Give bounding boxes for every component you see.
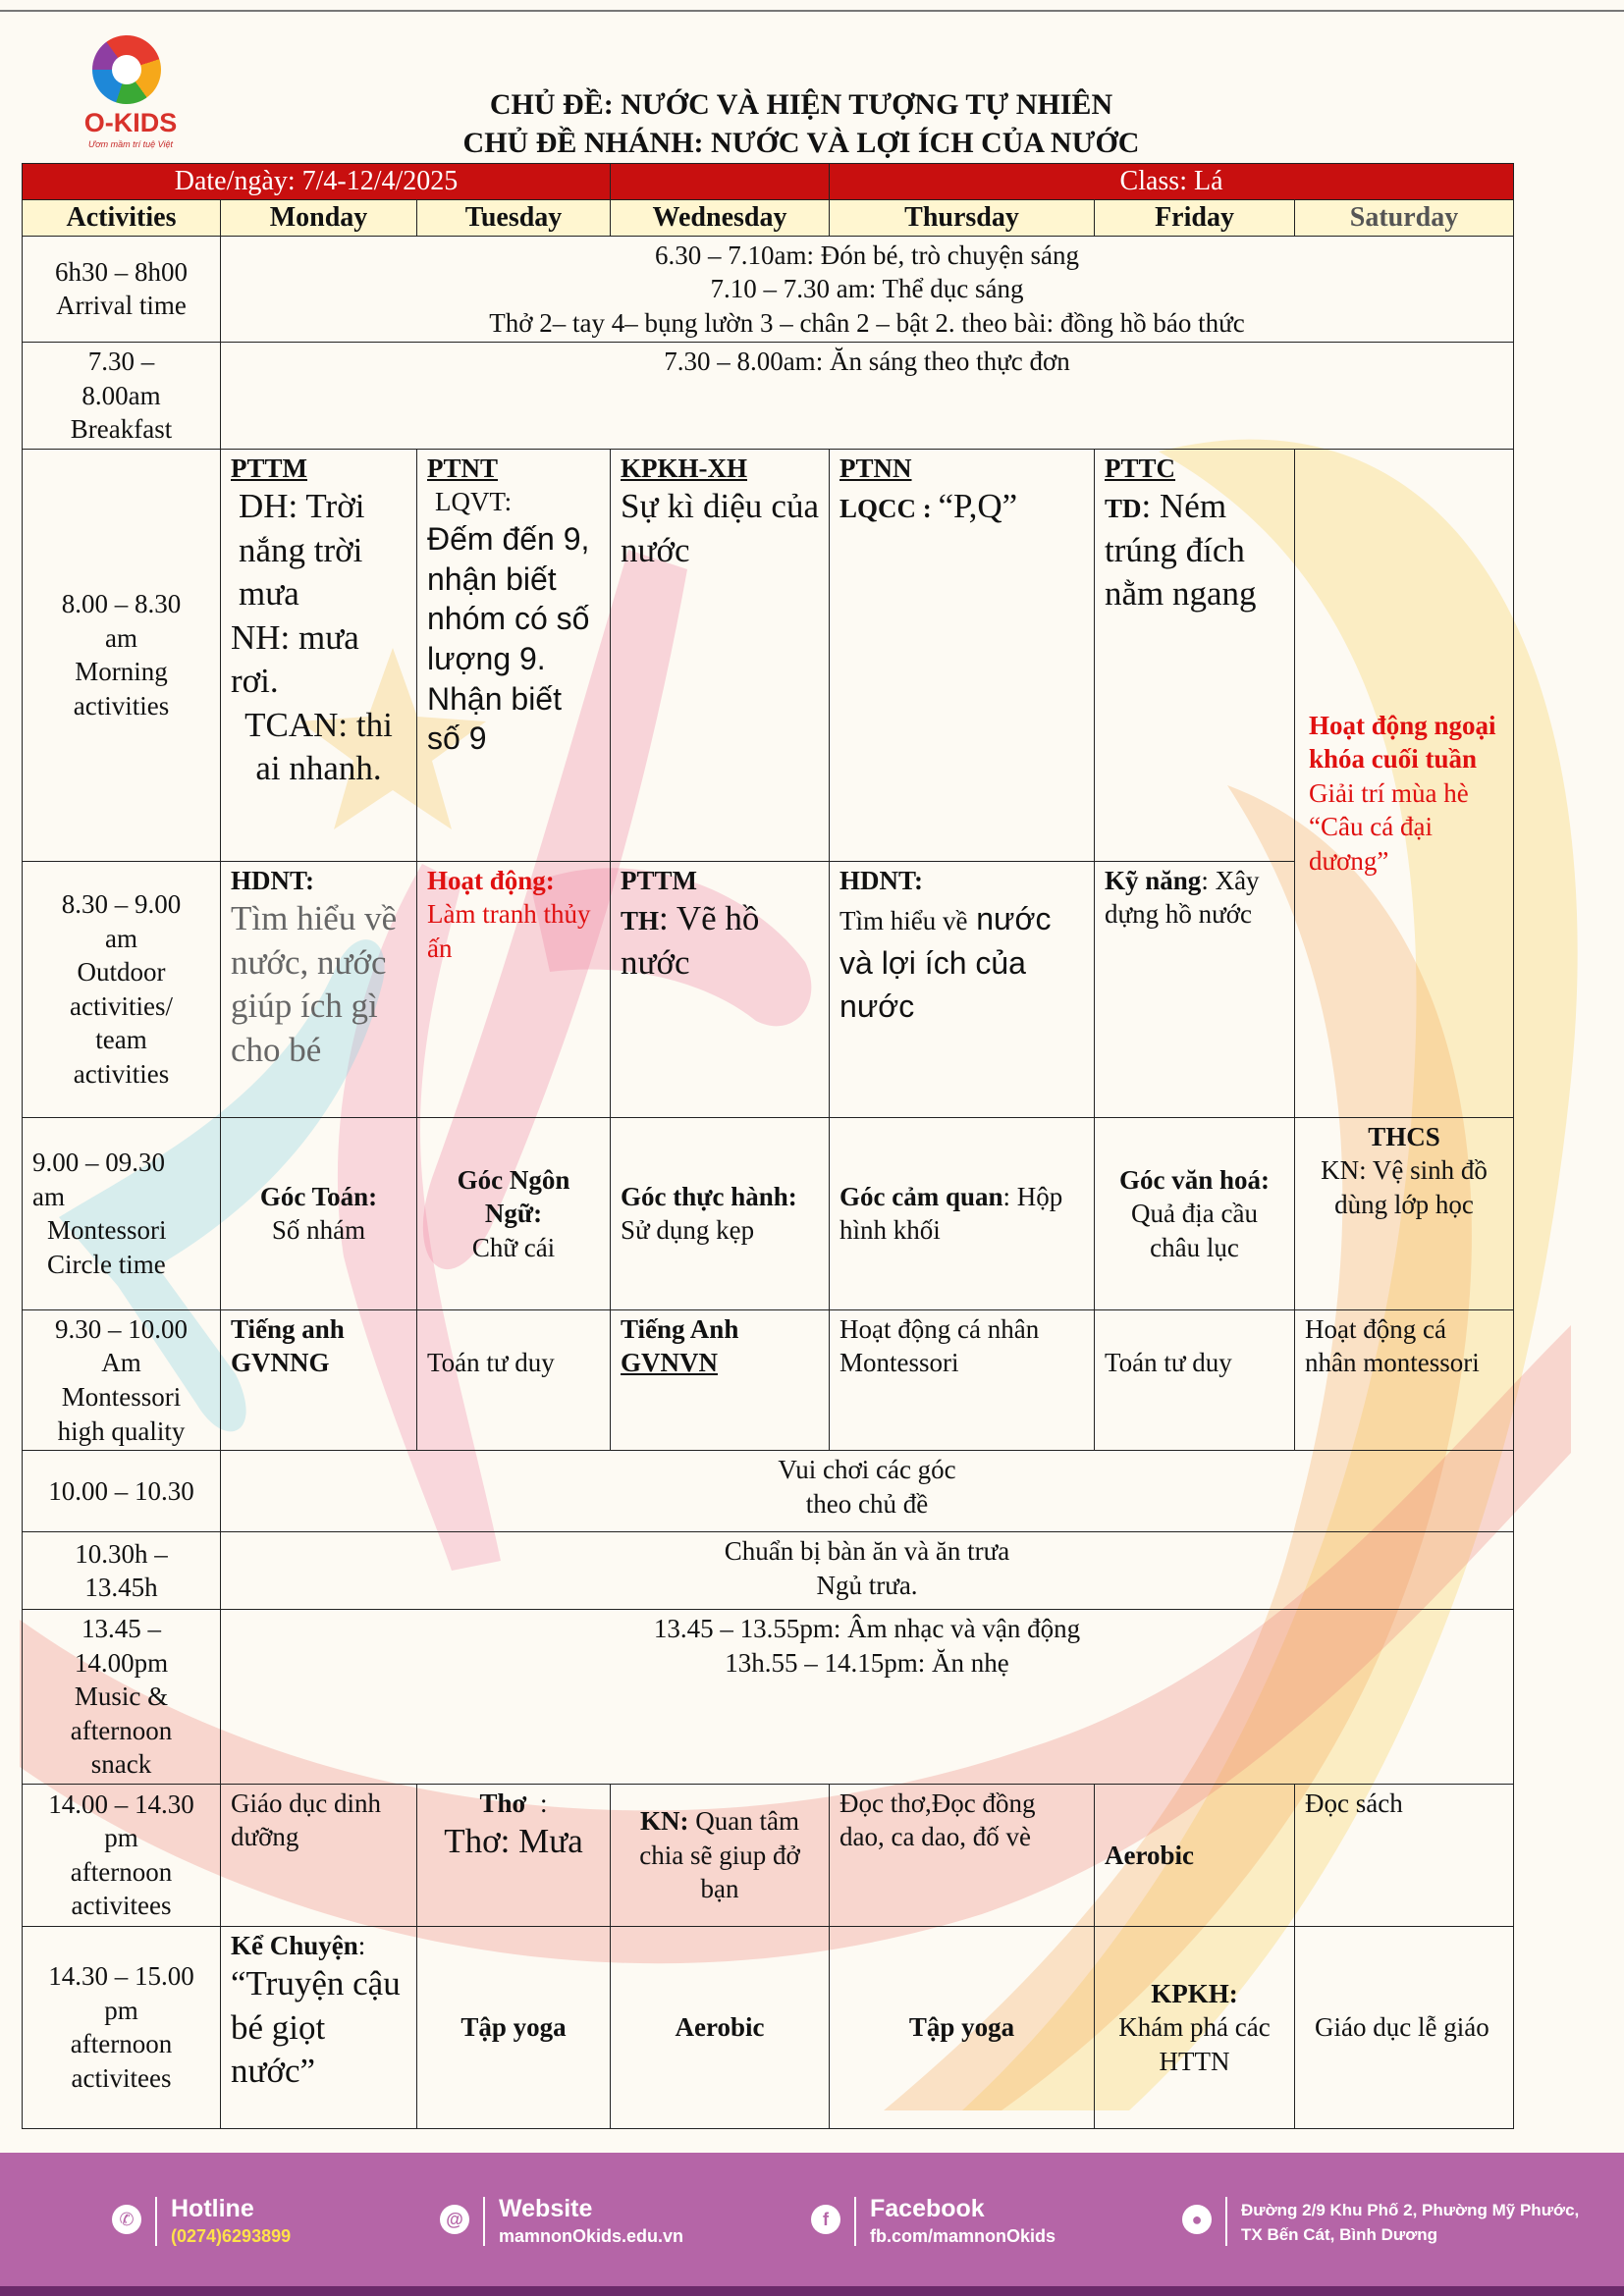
saturday-extracurricular: Hoạt động ngoại khóa cuối tuần Giải trí mùa hè “Câu cá đại dương” [1295,449,1514,1117]
pm2-saturday: Giáo dục lễ giáo [1295,1926,1514,2128]
afternoon-row-1 [23,1784,1514,1926]
time-cell: 8.00 – 8.30 am Morning activities [23,449,221,861]
circle-time-row [23,1117,1514,1309]
time-cell: 9.30 – 10.00 Am Montessori high quality [23,1309,221,1450]
quality-saturday: Hoạt động cá nhân montessori [1295,1309,1514,1450]
col-header-wednesday: Wednesday [611,199,830,236]
time-cell: 10.30h – 13.45h [23,1532,221,1610]
circle-thursday: Góc cảm quan: Hộp hình khối [830,1117,1095,1309]
quality-monday: Tiếng anh GVNNG [221,1309,417,1450]
time-cell: 14.00 – 14.30 pm afternoon activitees [23,1784,221,1926]
pm1-saturday: Đọc sách [1295,1784,1514,1926]
circle-tuesday: Góc Ngôn Ngữ: Chữ cái [417,1117,611,1309]
col-header-friday: Friday [1095,199,1295,236]
corners-row [23,1451,1514,1532]
arrival-row [23,236,1514,343]
afternoon-row-2 [23,1926,1514,2128]
time-cell: 14.30 – 15.00 pm afternoon activitees [23,1926,221,2128]
facebook-icon: f [811,2205,840,2234]
outdoor-friday: Kỹ năng: Xây dựng hồ nước [1095,861,1295,1117]
sub-theme-title: CHỦ ĐỀ NHÁNH: NƯỚC VÀ LỢI ÍCH CỦA NƯỚC [462,127,1140,159]
phone-icon: ✆ [112,2205,141,2234]
hotline-number[interactable]: (0274)6293899 [171,2226,292,2246]
circle-wednesday: Góc thực hành: Sử dụng kẹp [611,1117,830,1309]
col-header-thursday: Thursday [830,199,1095,236]
time-cell: 13.45 – 14.00pm Music & afternoon snack [23,1610,221,1785]
col-header-monday: Monday [221,199,417,236]
class-name: Class: Lá [830,164,1514,200]
morning-thursday: PTNN LQCC : “P,Q” [830,449,1095,861]
logo-tagline: Ươm mầm trí tuệ Việt [88,139,173,149]
address-text: Đường 2/9 Khu Phố 2, Phường Mỹ Phước, TX Bến Cát, Bình Dương [1241,2201,1580,2244]
high-quality-row [23,1309,1514,1450]
okids-logo [71,35,189,153]
pm1-thursday: Đọc thơ,Đọc đồng dao, ca dao, đố vè [830,1784,1095,1926]
outdoor-tuesday: Hoạt động: Làm tranh thủy ấn [417,861,611,1117]
hotline-label: Hotline [171,2195,254,2222]
outdoor-wednesday: PTTM TH: Vẽ hồ nước [611,861,830,1117]
morning-row [23,449,1514,861]
outdoor-row [23,861,1514,1117]
circle-saturday: THCS KN: Vệ sinh đồ dùng lớp học [1295,1117,1514,1309]
pm2-friday: KPKH: Khám phá các HTTN [1095,1926,1295,2128]
morning-monday: PTTM DH: Trời nắng trời mưa NH: mưa rơi. TCAN: thi ai nhanh. [221,449,417,861]
quality-friday: Toán tư duy [1095,1309,1295,1450]
pm2-wednesday: Aerobic [611,1926,830,2128]
morning-tuesday: PTNT LQVT: Đếm đến 9, nhận biết nhóm có số lượng 9. Nhận biết số 9 [417,449,611,861]
logo-name: O-KIDS [83,108,178,137]
time-cell: 6h30 – 8h00 Arrival time [23,236,221,343]
circle-friday: Góc văn hoá: Quả địa cầu châu lục [1095,1117,1295,1309]
morning-friday: PTTC TD: Ném trúng đích nằm ngang [1095,449,1295,861]
page-top-rule [0,10,1624,12]
outdoor-monday: HDNT: Tìm hiểu về nước, nước giúp ích gì cho bé [221,861,417,1117]
quality-wednesday: Tiếng Anh GVNVN [611,1309,830,1450]
website-label: Website [499,2195,593,2222]
col-header-tuesday: Tuesday [417,199,611,236]
music-snack-activity: 13.45 – 13.55pm: Âm nhạc và vận động 13h.55 – 14.15pm: Ăn nhẹ [221,1610,1514,1785]
logo-swirl-icon [92,35,161,104]
pm1-friday: Aerobic [1095,1784,1295,1926]
col-header-activities: Activities [23,199,221,236]
schedule-info-row [23,164,1514,200]
corners-activity: Vui chơi các góc theo chủ đề [221,1451,1514,1532]
time-cell: 9.00 – 09.30 am Montessori Circle time [23,1117,221,1309]
pm2-monday: Kể Chuyện: “Truyện cậu bé giọt nước” [221,1926,417,2128]
music-snack-row [23,1610,1514,1785]
lunch-row [23,1532,1514,1610]
pm1-tuesday: Thơ : Thơ: Mưa [417,1784,611,1926]
outdoor-thursday: HDNT: Tìm hiểu về nước và lợi ích của nước [830,861,1095,1117]
pm1-wednesday: KN: Quan tâm chia sẽ giup đở bạn [611,1784,830,1926]
pm1-monday: Giáo dục dinh dưỡng [221,1784,417,1926]
col-header-saturday: Saturday [1295,199,1514,236]
time-cell: 7.30 – 8.00am Breakfast [23,343,221,450]
lunch-activity: Chuẩn bị bàn ăn và ăn trưa Ngủ trưa. [221,1532,1514,1610]
breakfast-activity: 7.30 – 8.00am: Ăn sáng theo thực đơn [221,343,1514,450]
facebook-label: Facebook [870,2195,985,2222]
quality-tuesday: Toán tư duy [417,1309,611,1450]
website-link[interactable]: mamnonOkids.edu.vn [499,2226,684,2246]
arrival-activities: 6.30 – 7.10am: Đón bé, trò chuyện sáng 7.10 – 7.30 am: Thể dục sáng Thở 2– tay 4– bụng lườn 3 – chân 2 – bật 2. theo bài: đồng hồ báo thức [221,236,1514,343]
pm2-thursday: Tập yoga [830,1926,1095,2128]
time-cell: 10.00 – 10.30 [23,1451,221,1532]
circle-monday: Góc Toán: Số nhám [221,1117,417,1309]
theme-title: CHỦ ĐỀ: NƯỚC VÀ HIỆN TƯỢNG TỰ NHIÊN [489,88,1113,121]
facebook-link[interactable]: fb.com/mamnonOkids [870,2226,1056,2246]
day-header-row [23,199,1514,236]
location-pin-icon: ● [1182,2205,1212,2234]
date-range: Date/ngày: 7/4-12/4/2025 [23,164,611,200]
quality-thursday: Hoạt động cá nhân Montessori [830,1309,1095,1450]
at-icon: @ [440,2205,469,2234]
morning-wednesday: KPKH-XH Sự kì diệu của nước [611,449,830,861]
contact-footer [0,2153,1624,2286]
time-cell: 8.30 – 9.00 am Outdoor activities/ team activities [23,861,221,1117]
pm2-tuesday: Tập yoga [417,1926,611,2128]
breakfast-row [23,343,1514,450]
weekly-schedule-table [22,163,1514,2129]
